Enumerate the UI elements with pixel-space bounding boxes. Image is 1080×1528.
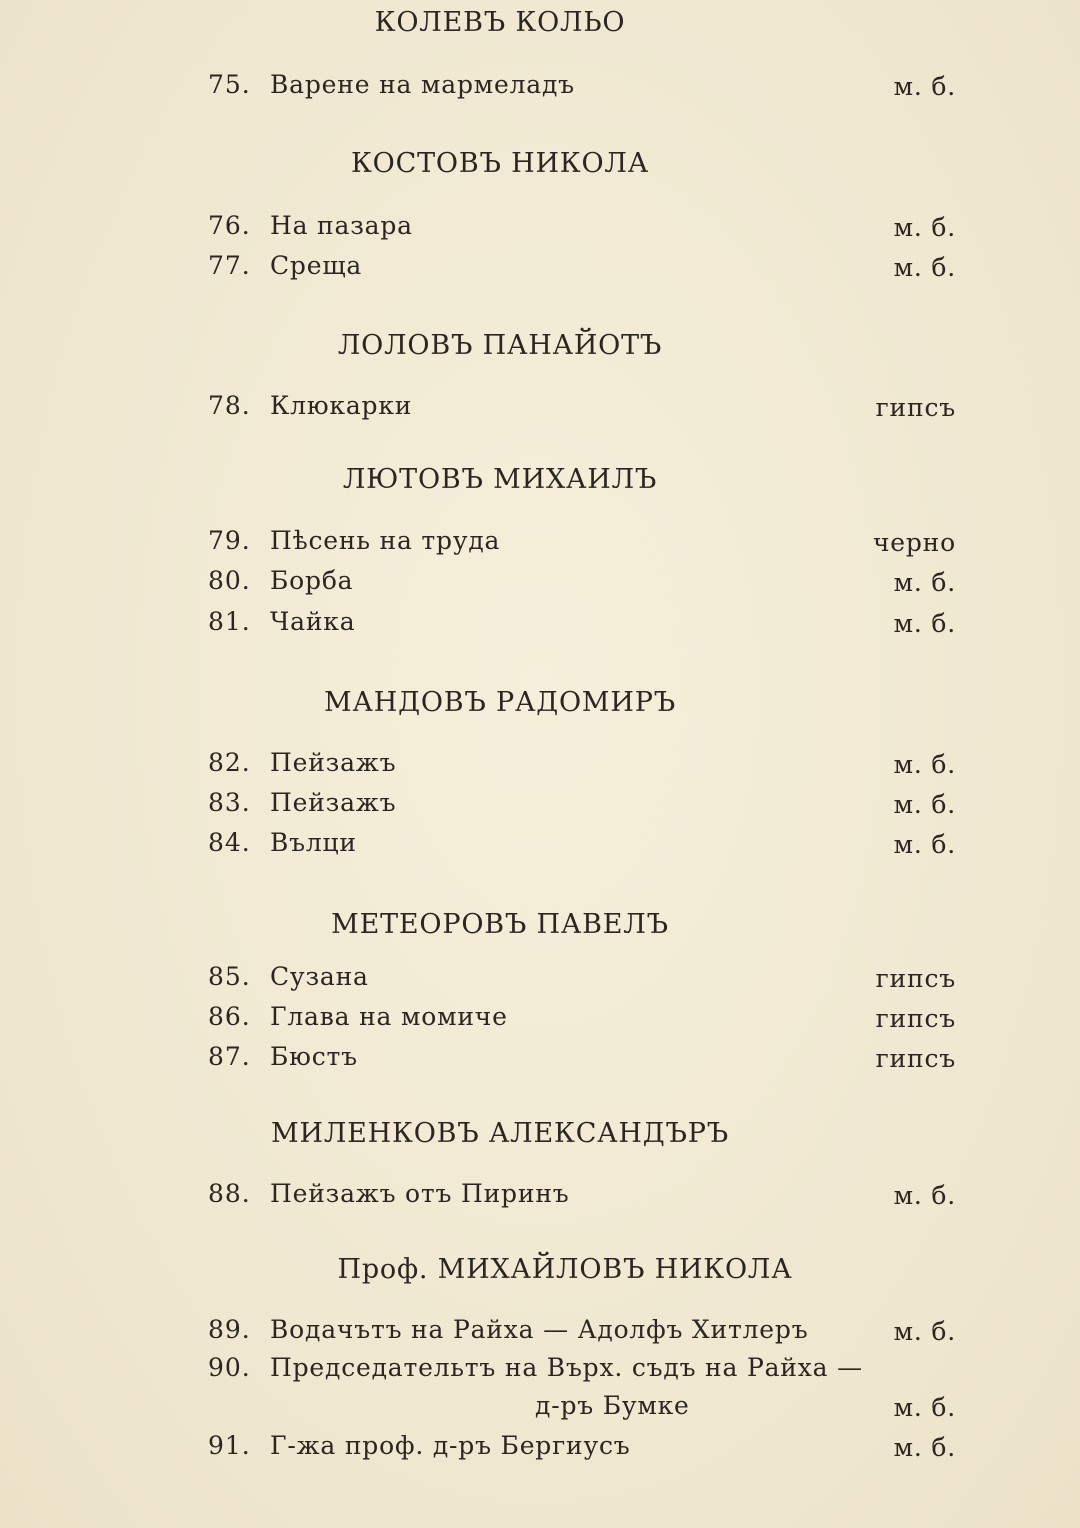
entry-number: 77. — [208, 251, 251, 280]
entry-medium: гипсъ — [875, 393, 956, 422]
entry-title: Чайка — [270, 607, 356, 636]
entry-title: Сузана — [270, 962, 369, 991]
entry-medium: м. б. — [893, 253, 956, 282]
catalog-entry — [208, 998, 956, 1036]
entry-medium: м. б. — [893, 1317, 956, 1346]
entry-title-continuation: д-ръ Бумке — [535, 1391, 690, 1420]
entry-medium: м. б. — [893, 609, 956, 638]
entry-number: 87. — [208, 1042, 251, 1071]
artist-heading: МАНДОВЪ РАДОМИРЪ — [324, 687, 676, 718]
entry-number: 81. — [208, 607, 251, 636]
catalog-entry — [208, 1038, 956, 1076]
entry-title: Вълци — [270, 828, 357, 857]
entry-medium: м. б. — [893, 1433, 956, 1462]
entry-number: 85. — [208, 962, 251, 991]
entry-number: 78. — [208, 391, 251, 420]
entry-medium: м. б. — [893, 72, 956, 101]
artist-heading: КОСТОВЪ НИКОЛА — [350, 148, 649, 179]
entry-number: 89. — [208, 1315, 251, 1344]
catalog-entry — [208, 958, 956, 996]
entry-medium: гипсъ — [875, 964, 956, 993]
entry-number: 86. — [208, 1002, 251, 1031]
artist-heading: КОЛЕВЪ КОЛЬО — [374, 7, 626, 38]
entry-medium: м. б. — [893, 568, 956, 597]
entry-title: Пейзажъ — [270, 748, 397, 777]
entry-title: Глава на момиче — [270, 1002, 508, 1031]
entry-title: На пазара — [270, 211, 413, 240]
entry-medium: м. б. — [893, 1393, 956, 1422]
entry-medium: м. б. — [893, 830, 956, 859]
catalog-entry — [208, 1311, 956, 1349]
entry-medium: м. б. — [893, 790, 956, 819]
catalog-entry — [208, 1427, 956, 1465]
entry-medium: м. б. — [893, 1181, 956, 1210]
entry-medium: гипсъ — [875, 1004, 956, 1033]
entry-number: 79. — [208, 526, 251, 555]
catalog-entry — [208, 207, 956, 245]
entry-medium: м. б. — [893, 750, 956, 779]
entry-number: 80. — [208, 566, 251, 595]
entry-title: Варене на мармеладъ — [270, 70, 575, 99]
entry-number: 84. — [208, 828, 251, 857]
artist-heading: ЛЮТОВЪ МИХАИЛЪ — [342, 464, 658, 495]
entry-number: 91. — [208, 1431, 251, 1460]
entry-number: 83. — [208, 788, 251, 817]
entry-title: Пейзажъ — [270, 788, 397, 817]
catalog-entry — [208, 784, 956, 822]
entry-medium: м. б. — [893, 213, 956, 242]
entry-number: 82. — [208, 748, 251, 777]
artist-heading: МИЛЕНКОВЪ АЛЕКСАНДЪРЪ — [271, 1118, 729, 1149]
entry-title: Водачътъ на Райха — Адолфъ Хитлеръ — [270, 1315, 809, 1344]
entry-medium: черно — [872, 528, 956, 557]
catalog-entry — [208, 744, 956, 782]
entry-title: Пѣсень на труда — [270, 526, 501, 555]
catalog-entry — [208, 66, 956, 104]
entry-title: Борба — [270, 566, 354, 595]
catalog-entry — [208, 387, 956, 425]
catalog-entry — [208, 1175, 956, 1213]
entry-title: Среща — [270, 251, 363, 280]
entry-title: Председательтъ на Върх. съдъ на Райха — — [270, 1353, 863, 1382]
entry-number: 88. — [208, 1179, 251, 1208]
entry-title: Пейзажъ отъ Пиринъ — [270, 1179, 570, 1208]
artist-heading: Проф. МИХАЙЛОВЪ НИКОЛА — [337, 1254, 793, 1285]
artist-heading: МЕТЕОРОВЪ ПАВЕЛЪ — [331, 909, 669, 940]
entry-number: 75. — [208, 70, 251, 99]
entry-number: 76. — [208, 211, 251, 240]
entry-number: 90. — [208, 1353, 251, 1382]
catalog-entry — [208, 247, 956, 285]
entry-medium: гипсъ — [875, 1044, 956, 1073]
entry-title: Клюкарки — [270, 391, 413, 420]
catalog-entry — [208, 603, 956, 641]
entry-title: Бюстъ — [270, 1042, 358, 1071]
catalog-entry — [208, 522, 956, 560]
entry-title: Г-жа проф. д-ръ Бергиусъ — [270, 1431, 631, 1460]
catalog-entry — [208, 562, 956, 600]
artist-heading: ЛОЛОВЪ ПАНАЙОТЪ — [337, 330, 663, 361]
catalog-entry — [208, 824, 956, 862]
catalog-entry — [208, 1349, 956, 1387]
